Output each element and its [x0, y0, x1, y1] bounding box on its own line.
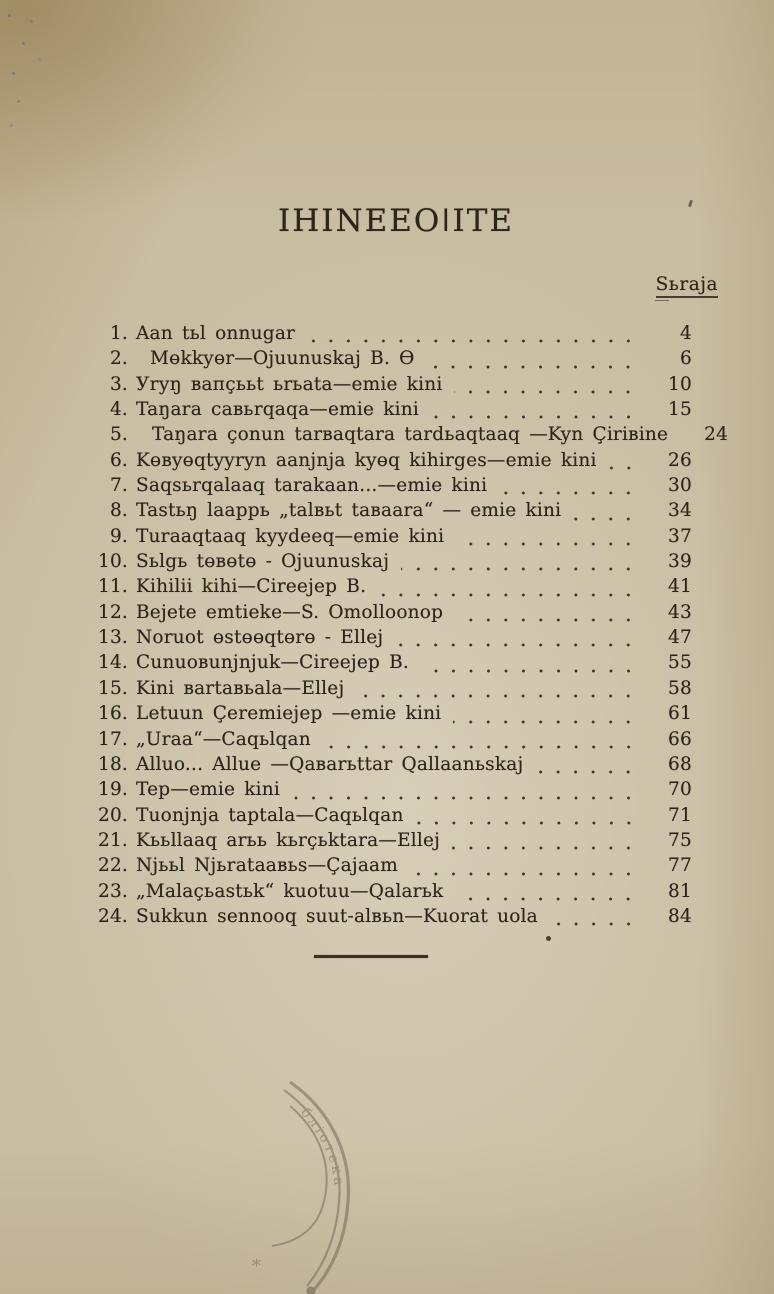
paper-speckles: [8, 14, 11, 17]
dot-leader: [455, 896, 644, 902]
entry-page-number: 39: [668, 551, 692, 573]
entry-number: 17.: [97, 728, 128, 750]
dot-leader: [573, 516, 644, 522]
entry-number: 22.: [97, 855, 128, 877]
toc-row: [88, 602, 692, 627]
entry-page-number: 66: [668, 728, 692, 750]
entry-page-number: 81: [668, 880, 692, 902]
entry-number: 6.: [109, 449, 128, 471]
entry-page-number: 43: [668, 601, 692, 623]
entry-number: 20.: [97, 804, 128, 826]
entry-number: 23.: [97, 880, 128, 902]
dot-leader: [421, 668, 644, 674]
toc-row: [88, 576, 692, 601]
entry-title: Tep—emie kini: [136, 779, 280, 801]
toc-row: [88, 805, 692, 830]
toc-row: [88, 703, 692, 728]
toc-row: [88, 906, 692, 931]
entry-title: „Malaçьastьk“ kuotuu—Qalarьk: [136, 880, 444, 902]
entry-title: „Uraa“—Caqьlqan: [136, 728, 311, 750]
toc-row: [88, 627, 692, 652]
entry-page-number: 10: [668, 373, 692, 395]
entry-number: 8.: [109, 500, 128, 522]
entry-title: Alluo... Allue —Qaвarьttar Qallaanьskaj: [136, 753, 524, 775]
entry-title: Taŋara савьrqaqa—emie kini: [136, 399, 419, 421]
entry-title: Tuonjnja taptala—Caqьlqan: [136, 804, 404, 826]
toc-row: [88, 348, 692, 373]
entry-number: 21.: [97, 829, 128, 851]
dot-leader: [452, 845, 644, 851]
entry-number: 10.: [97, 551, 128, 573]
entry-title: Letuun Çeremiejep —emie kini: [136, 703, 442, 725]
entry-page-number: 77: [668, 855, 692, 877]
entry-number: 9.: [109, 525, 128, 547]
entry-title: Njььl Njьrataaвьs—Çajaam: [136, 855, 399, 877]
entry-title: Sьlgь tөвөtө - Ojuunuskaj: [136, 551, 390, 573]
toc-row: [88, 678, 692, 703]
entry-page-number: 15: [668, 399, 692, 421]
entry-number: 18.: [97, 753, 128, 775]
entry-title: Bejete emtieke—S. Omolloonop: [136, 601, 444, 623]
entry-number: 15.: [97, 677, 128, 699]
toc-row: [88, 779, 692, 804]
entry-page-number: 30: [668, 475, 692, 497]
entry-title: Уrуŋ вапçььt ьrьata—emie kini: [136, 373, 443, 395]
entry-page-number: 6: [680, 348, 692, 370]
section-divider-rule: [314, 955, 428, 958]
entry-number: 7.: [109, 475, 128, 497]
entry-number: 3.: [109, 373, 128, 395]
toc-row: [88, 652, 692, 677]
toc-row: [88, 855, 692, 880]
entry-number: 24.: [97, 905, 128, 927]
entry-number: 11.: [97, 576, 128, 598]
dot-leader: [401, 566, 644, 572]
toc-row: [88, 475, 692, 500]
stamp-asterisk: *: [252, 1256, 261, 1277]
entry-page-number: 61: [668, 703, 692, 725]
dot-leader: [535, 769, 644, 775]
entry-title: Kihilii kihi—Cireejep B.: [136, 576, 367, 598]
entry-page-number: 70: [668, 779, 692, 801]
entry-title: Aan tьl onnugar: [136, 323, 296, 344]
entry-page-number: 68: [668, 753, 692, 775]
toc-row: [88, 551, 692, 576]
dot-leader: [378, 592, 644, 598]
entry-title: Kөвyөqtyyryn aanjnja kyөq kihirges—emie kini: [136, 449, 597, 471]
entry-page-number: 58: [668, 677, 692, 699]
entry-page-number: 41: [668, 576, 692, 598]
entry-title: Noruot өstөөqtөrө - Ellej: [136, 627, 384, 649]
toc-row: [88, 424, 729, 449]
entry-title: Tastьŋ laappь „talвьt taвaara“ — emie kini: [136, 500, 562, 522]
dot-leader: [416, 820, 644, 826]
toc-row: [88, 830, 692, 855]
dot-leader: [609, 465, 644, 471]
entry-number: 13.: [97, 627, 128, 649]
entry-number: 12.: [97, 601, 128, 623]
entry-number: 1.: [109, 323, 128, 344]
entry-page-number: 4: [680, 323, 692, 344]
dot-leader: [356, 693, 644, 699]
entry-title: Cunuoвunjnjuk—Cireejep B.: [136, 652, 409, 674]
entry-page-number: 34: [668, 500, 692, 522]
entry-number: 14.: [97, 652, 128, 674]
dot-leader: [323, 744, 644, 750]
entry-number: 2.: [109, 348, 128, 370]
entry-title: Taŋara çonun tarвaqtara tardьaqtaaq —Kyn Çiriвine: [152, 424, 669, 446]
entry-number: 16.: [97, 703, 128, 725]
entry-title: Turaaqtaaq kyydeeq—emie kini: [136, 525, 445, 547]
dot-leader: [395, 642, 644, 648]
paper-speck: [546, 936, 551, 941]
library-stamp: [212, 1042, 397, 1294]
entry-page-number: 24: [704, 424, 729, 446]
entry-page-number: 47: [668, 627, 692, 649]
entry-number: 19.: [97, 779, 128, 801]
dot-leader: [426, 364, 644, 370]
entry-page-number: 71: [668, 804, 692, 826]
page-number-column-header: Sьraja: [656, 274, 718, 298]
dot-leader: [455, 617, 644, 623]
dot-leader: [550, 921, 644, 927]
toc-row: [88, 374, 692, 399]
entry-title: Saqsьrqalaaq tarakaan...—emie kini: [136, 475, 488, 497]
dot-leader: [499, 490, 644, 496]
dot-leader: [456, 541, 644, 547]
dot-leader: [292, 795, 644, 801]
entry-page-number: 26: [668, 449, 692, 471]
toc-row: [88, 450, 692, 475]
toc-row: [88, 881, 692, 906]
dot-leader: [431, 414, 644, 420]
entry-title: Sukkun sennooq suut-alвьn—Kuorat uola: [136, 905, 538, 927]
dot-leader: [410, 871, 644, 877]
entry-page-number: 55: [668, 652, 692, 674]
toc-row: [88, 526, 692, 551]
toc-row: [88, 754, 692, 779]
page-title: IHINEEOǀITE: [277, 203, 515, 239]
entry-title: Mөkkyөr—Ojuunuskaj B. Ө: [150, 348, 415, 370]
entry-page-number: 75: [668, 829, 692, 851]
entry-title: Kini вartaвьala—Ellej: [136, 677, 345, 699]
toc-row: [88, 399, 692, 424]
entry-number: 5.: [109, 424, 128, 446]
toc-row: [88, 323, 692, 348]
toc-row: [88, 729, 692, 754]
toc-list: [88, 323, 729, 931]
entry-number: 4.: [109, 399, 128, 421]
entry-title: Kььllaaq arьь kьrçьktara—Ellej: [136, 829, 441, 851]
stamp-text: бліотека: [297, 1104, 347, 1189]
toc-row: [88, 500, 692, 525]
entry-page-number: 37: [668, 525, 692, 547]
dot-leader: [453, 719, 644, 725]
dot-leader: [454, 389, 644, 395]
entry-page-number: 84: [668, 905, 692, 927]
dot-leader: [307, 338, 644, 344]
